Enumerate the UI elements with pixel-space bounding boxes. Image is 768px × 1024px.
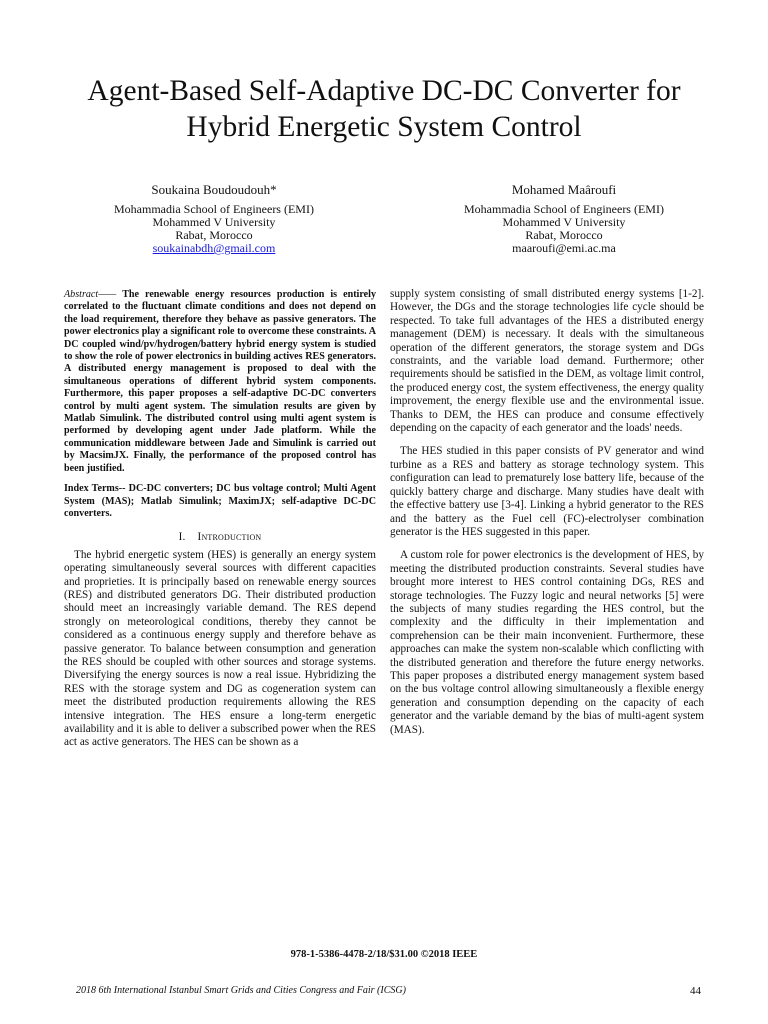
conference-footer: 2018 6th International Istanbul Smart Grids and Cities Congress and Fair (ICSG)	[76, 985, 406, 996]
page-number: 44	[690, 985, 701, 997]
abstract-label: Abstract	[64, 289, 99, 300]
title-line-1: Agent-Based Self-Adaptive DC-DC Converter for	[87, 75, 681, 107]
title-line-2: Hybrid Energetic System Control	[186, 111, 582, 143]
author-block-1	[96, 183, 332, 255]
author-block-2	[446, 183, 682, 255]
author-affiliation: Mohammadia School of Engineers (EMI)	[114, 202, 314, 216]
author-name: Soukaina Boudoudouh*	[151, 182, 277, 197]
abstract	[64, 289, 376, 475]
paper-title	[40, 73, 728, 145]
right-column	[390, 288, 704, 737]
author-university: Mohammed V University	[152, 215, 276, 229]
section-heading	[64, 531, 376, 544]
author-email-link[interactable]: soukainabdh@gmail.com	[152, 241, 276, 255]
intro-paragraph: The hybrid energetic system (HES) is generally an energy system operating simultaneously several sources with different capacities and proprieties. It is principally based on renewable energy sources (RES) and distributed generators DG. Their distributed production should meet an increasingly variable demand. The RES depend strongly on meteorological conditions, thereby they cannot be considered as a continuous energy supply and therefore behave as passive generator. To balance between consumption and generation the RES should be coupled with other sources and storage systems. Diversifying the energy sources is now a real issue. Hybridizing the RES with the storage system and DG as cogeneration system can meet the distributed production requirements allowing the RES intensive integration. The HES ensure a long-term energetic availability and it is able to deliver a subscribed power when the RES act as active generators. The HES can be shown as a	[64, 548, 376, 749]
left-column	[64, 289, 376, 750]
author-name: Mohamed Maâroufi	[511, 182, 617, 197]
body-paragraph: supply system consisting of small distributed energy systems [1-2]. However, the DGs and the storage technologies life cycle should be respected. To take full advantages of the HES a distributed energy management (DEM) is necessary. It deals with the simultaneous operation of the different generators, the storage system and DGs constraints, and the variable load demand. Furthermore; other requirements should be satisfied in the DEM, as voltage limit control, the produced energy cost, the system effectiveness, the energy quality improvement, the energy flexible use and the environmental issue. Thanks to DEM, the HES can produce and consume effectively depending on the capacity of each generator and the loads' needs.	[390, 288, 704, 435]
index-terms: Index Terms-- DC-DC converters; DC bus voltage control; Multi Agent System (MAS); Matlab Simulink; MaximJX; self-adaptive DC-DC converters.	[64, 483, 376, 519]
author-email: maaroufi@emi.ac.ma	[512, 241, 616, 255]
section-number: I.	[178, 531, 186, 544]
copyright-notice: 978-1-5386-4478-2/18/$31.00 ©2018 IEEE	[290, 949, 478, 960]
author-university: Mohammed V University	[502, 215, 626, 229]
abstract-text: The renewable energy resources production is entirely correlated to the fluctuant climate conditions and does not depend on the load requirement, therefore they behave as passive generators. The power electronics play a significant role to overcome these constraints. A DC coupled wind/pv/hydrogen/battery hybrid energy system is studied to show the role of power electronics in building actives RES generators. A distributed energy management is proposed to deal with the simultaneous operations of different hybrid system components. Furthermore, this paper proposes a self-adaptive DC-DC converters control by multi agent system. The simulation results are given by Matlab Simulink. The distributed control using multi agent system is performed by developing agent under Jade platform. While the communication middleware between Jade and Simulink is carried out by MacsimJX. Finally, the performance of the proposed control has been justified.	[64, 289, 376, 474]
body-paragraph: The HES studied in this paper consists of PV generator and wind turbine as a RES and battery as storage technology system. This configuration can lead to prematurely lose battery life, because of the quickly battery charge and discharge. Many studies have dealt with the effective battery use [3-4]. Linking a hybrid generator to the RES and the battery as the Fuel cell (FC)-electrolyser combination generator is the HES suggested in this paper.	[390, 445, 704, 538]
abstract-dash: ——	[98, 289, 123, 300]
author-location: Rabat, Morocco	[175, 228, 253, 242]
section-title: Introduction	[197, 531, 262, 544]
author-affiliation: Mohammadia School of Engineers (EMI)	[464, 202, 664, 216]
author-location: Rabat, Morocco	[525, 228, 603, 242]
body-paragraph: A custom role for power electronics is the development of HES, by meeting the distributed production constraints. Several studies have brought more interest to HES control containing DGs, RES and storage technologies. The Fuzzy logic and neural networks [5] were the subjects of many studies regarding the HES control, but the complexity and the difficulty in their implementation and comprehension can be their main inconvenient. Furthermore, these approaches can make the system non-scalable which conflicting with the distributed generation and therefore the future energy networks. This paper proposes a distributed energy management system based on the bus voltage control allowing simultaneously a flexible energy generation and consumption depending on the capacity of each generator and the variable demand by the bias of multi-agent system (MAS).	[390, 549, 704, 736]
